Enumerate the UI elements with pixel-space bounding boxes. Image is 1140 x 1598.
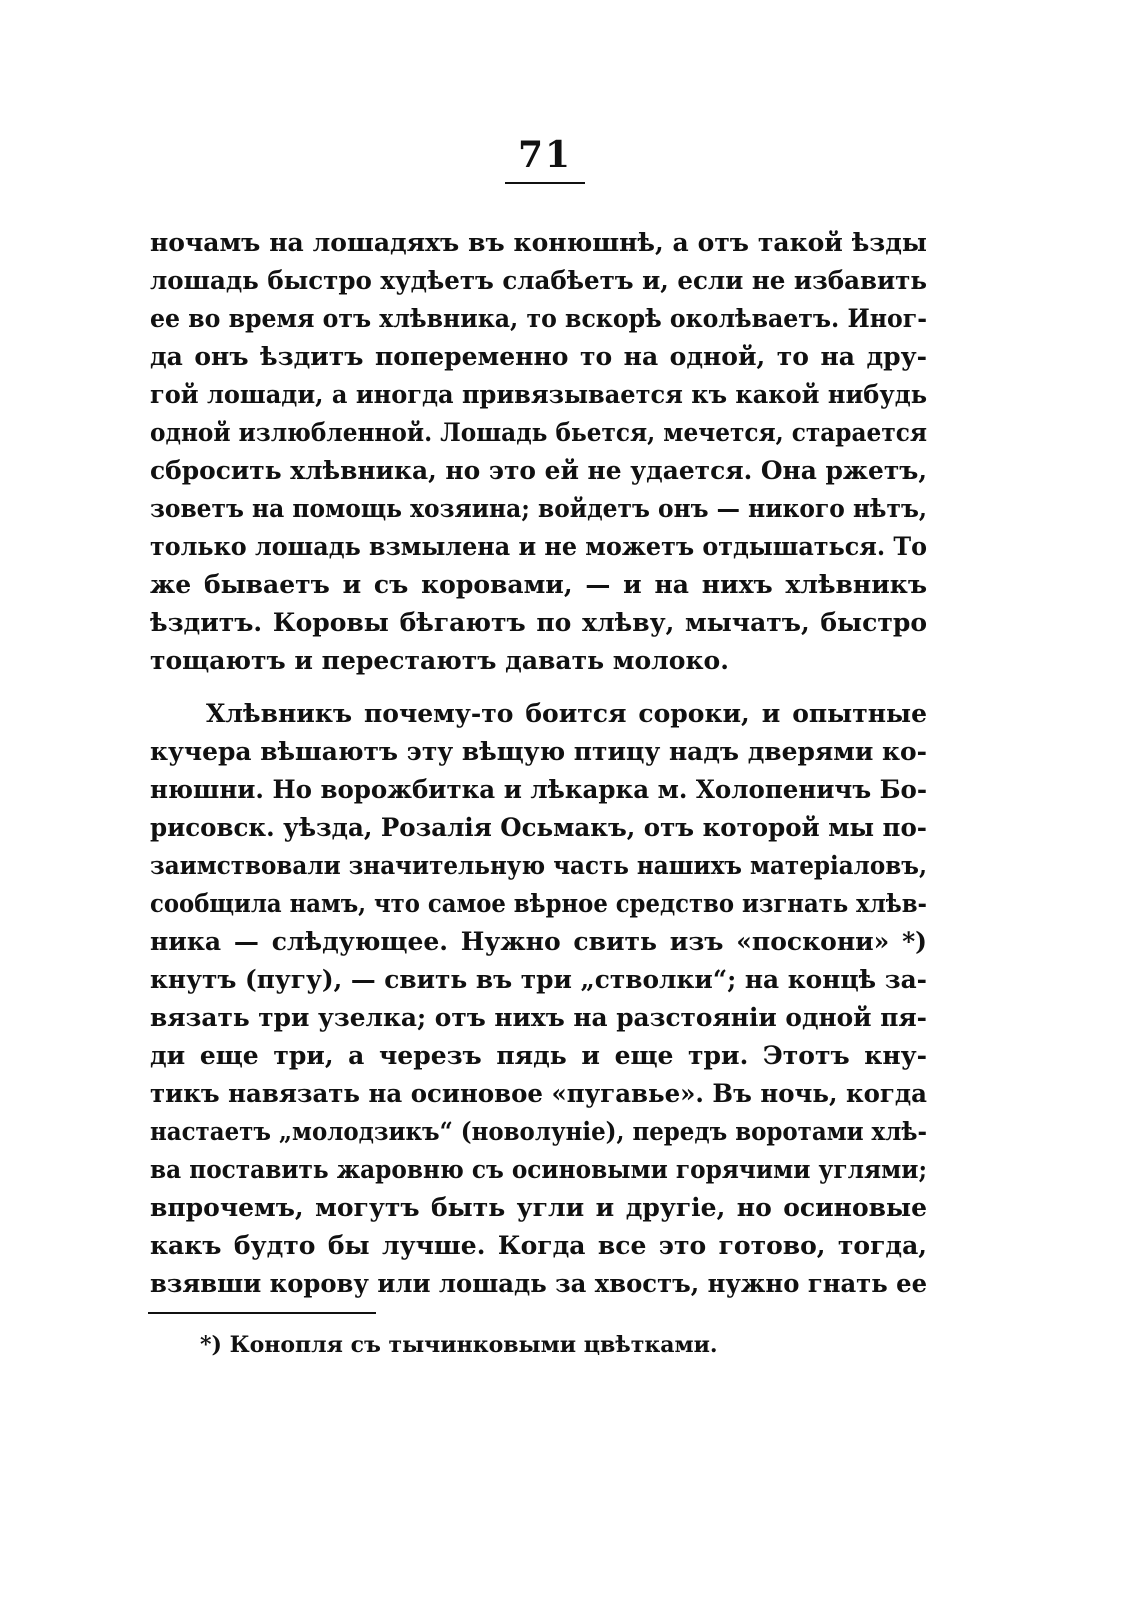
text-line: же бываетъ и съ коровами, — и на нихъ хлѣвникъ (150, 570, 927, 599)
text-line: ѣздитъ. Коровы бѣгаютъ по хлѣву, мычатъ, быстро (150, 608, 927, 637)
text-line: зоветъ на помощь хозяина; войдетъ онъ — никого нѣтъ, (150, 494, 927, 523)
text-line: вязать три узелка; отъ нихъ на разстояніи одной пя- (150, 1003, 927, 1032)
text-line: Хлѣвникъ почему-то боится сороки, и опытные (206, 699, 927, 728)
text-line: рисовск. уѣзда, Розалія Осьмакъ, отъ которой мы по- (150, 813, 927, 842)
text-line: какъ будто бы лучше. Когда все это готово, тогда, (150, 1231, 927, 1260)
text-line: лошадь быстро худѣетъ слабѣетъ и, если не избавить (150, 266, 928, 295)
text-line: ди еще три, а черезъ пядь и еще три. Этотъ кну- (150, 1041, 927, 1070)
footnote-rule (148, 1312, 376, 1314)
paragraph-2 (150, 695, 927, 1303)
text-line: ночамъ на лошадяхъ въ конюшнѣ, а отъ такой ѣзды (150, 228, 927, 257)
text-line: ее во время отъ хлѣвника, то вскорѣ околѣваетъ. Иног- (150, 304, 927, 333)
page-number-rule (505, 182, 585, 184)
footnote: *) Конопля съ тычинковыми цвѣтками. (200, 1332, 718, 1358)
text-line: кучера вѣшаютъ эту вѣщую птицу надъ дверями ко- (150, 737, 927, 766)
text-line: гой лошади, а иногда привязывается къ какой нибудь (150, 380, 928, 409)
text-line: кнутъ (пугу), — свить въ три „стволки“; на концѣ за- (150, 965, 927, 994)
text-line: настаетъ „молодзикъ“ (новолуніе), передъ воротами хлѣ- (150, 1117, 927, 1146)
text-line: нюшни. Но ворожбитка и лѣкарка м. Холопеничъ Бо- (150, 775, 928, 804)
text-line: тикъ навязать на осиновое «пугавье». Въ ночь, когда (150, 1079, 927, 1108)
text-line: ника — слѣдующее. Нужно свить изъ «поскони» *) (150, 927, 927, 956)
text-line: тощаютъ и перестаютъ давать молоко. (150, 646, 729, 675)
text-line: сбросить хлѣвника, но это ей не удается. Она ржетъ, (150, 456, 928, 485)
text-line: впрочемъ, могутъ быть угли и другіе, но осиновые (150, 1193, 927, 1222)
paragraph-1 (150, 224, 927, 680)
text-line: взявши корову или лошадь за хвостъ, нужно гнать ее (150, 1269, 928, 1298)
text-line: только лошадь взмылена и не можетъ отдышаться. То (150, 532, 928, 561)
text-line: сообщила намъ, что самое вѣрное средство изгнать хлѣв- (150, 889, 927, 918)
page-number: 71 (517, 134, 573, 176)
text-line: заимствовали значительную часть нашихъ матеріаловъ, (150, 851, 927, 880)
text-line: одной излюбленной. Лошадь бьется, мечется, старается (150, 418, 927, 447)
text-line: ва поставить жаровню съ осиновыми горячими углями; (150, 1155, 928, 1184)
text-line: да онъ ѣздитъ попеременно то на одной, то на дру- (150, 342, 927, 371)
